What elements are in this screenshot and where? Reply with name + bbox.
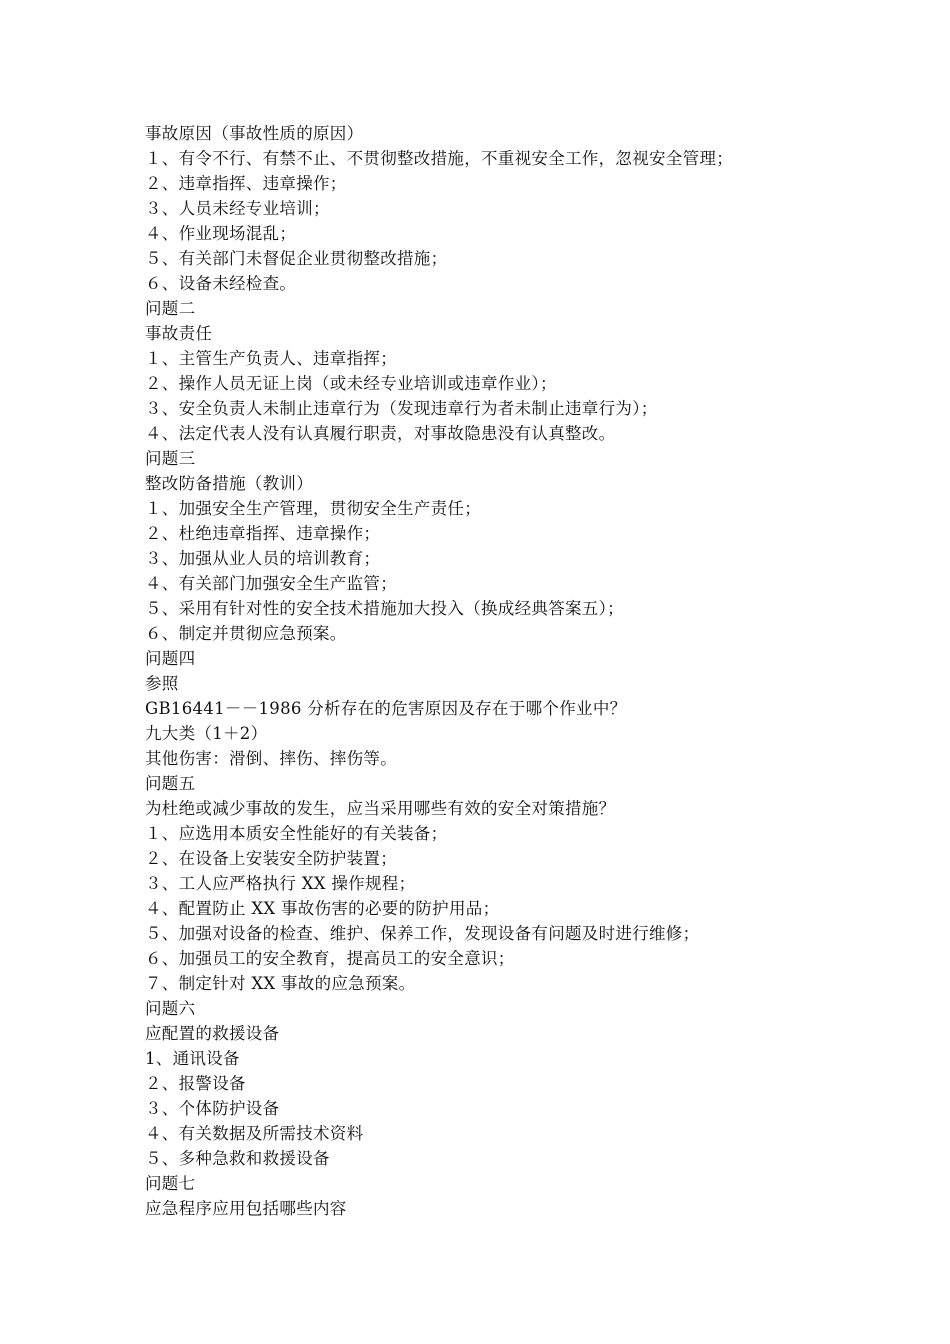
document-body [145, 121, 935, 1221]
list-item: ６、加强员工的安全教育，提高员工的安全意识； [145, 949, 515, 968]
list-item: ２、在设备上安装安全防护装置； [145, 849, 397, 868]
list-item: １、应选用本质安全性能好的有关装备； [145, 824, 448, 843]
section-heading-safety-measures: 为杜绝或减少事故的发生，应当采用哪些有效的安全对策措施？ [145, 799, 616, 818]
list-item: ３、加强从业人员的培训教育； [145, 549, 381, 568]
list-item: ５、采用有针对性的安全技术措施加大投入（换成经典答案五）； [145, 599, 624, 618]
list-item: ４、配置防止 XX 事故伤害的必要的防护用品； [145, 899, 500, 918]
question-heading-4: 问题四 [145, 649, 196, 668]
text-line: GB16441－－1986 分析存在的危害原因及存在于哪个作业中？ [145, 699, 627, 718]
section-heading-corrective-measures: 整改防备措施（教训） [145, 474, 313, 493]
list-item: １、主管生产负责人、违章指挥； [145, 349, 397, 368]
list-item: ２、报警设备 [145, 1074, 246, 1093]
section-heading-emergency-procedure: 应急程序应用包括哪些内容 [145, 1199, 347, 1218]
list-item: １、有令不行、有禁不止、不贯彻整改措施，不重视安全工作，忽视安全管理； [145, 149, 733, 168]
list-item: ２、杜绝违章指挥、违章操作； [145, 524, 381, 543]
list-item: ３、人员未经专业培训； [145, 199, 330, 218]
text-line: 九大类（1＋2） [145, 724, 268, 743]
question-heading-7: 问题七 [145, 1174, 196, 1193]
question-heading-2: 问题二 [145, 299, 196, 318]
question-heading-5: 问题五 [145, 774, 196, 793]
text-line: 参照 [145, 674, 179, 693]
list-item: ３、工人应严格执行 XX 操作规程； [145, 874, 416, 893]
list-item: ４、作业现场混乱； [145, 224, 297, 243]
text-line: 其他伤害：滑倒、摔伤、摔伤等。 [145, 749, 397, 768]
list-item: ２、操作人员无证上岗（或未经专业培训或违章作业）； [145, 374, 557, 393]
list-item: ３、个体防护设备 [145, 1099, 280, 1118]
list-item: ４、有关部门加强安全生产监管； [145, 574, 397, 593]
list-item: ２、违章指挥、违章操作； [145, 174, 347, 193]
list-item: ４、有关数据及所需技术资料 [145, 1124, 364, 1143]
list-item: １、加强安全生产管理，贯彻安全生产责任； [145, 499, 481, 518]
list-item: ５、多种急救和救援设备 [145, 1149, 330, 1168]
list-item: ４、法定代表人没有认真履行职责，对事故隐患没有认真整改。 [145, 424, 616, 443]
list-item: ５、加强对设备的检查、维护、保养工作，发现设备有问题及时进行维修； [145, 924, 700, 943]
question-heading-6: 问题六 [145, 999, 196, 1018]
question-heading-3: 问题三 [145, 449, 196, 468]
list-item: ６、设备未经检查。 [145, 274, 297, 293]
list-item: ７、制定针对 XX 事故的应急预案。 [145, 974, 416, 993]
section-heading-accident-cause: 事故原因（事故性质的原因） [145, 124, 364, 143]
list-item: ３、安全负责人未制止违章行为（发现违章行为者未制止违章行为）； [145, 399, 658, 418]
list-item: ６、制定并贯彻应急预案。 [145, 624, 347, 643]
list-item: 1、通讯设备 [145, 1049, 240, 1068]
list-item: ５、有关部门未督促企业贯彻整改措施； [145, 249, 448, 268]
section-heading-rescue-equipment: 应配置的救援设备 [145, 1024, 280, 1043]
section-heading-responsibility: 事故责任 [145, 324, 213, 343]
